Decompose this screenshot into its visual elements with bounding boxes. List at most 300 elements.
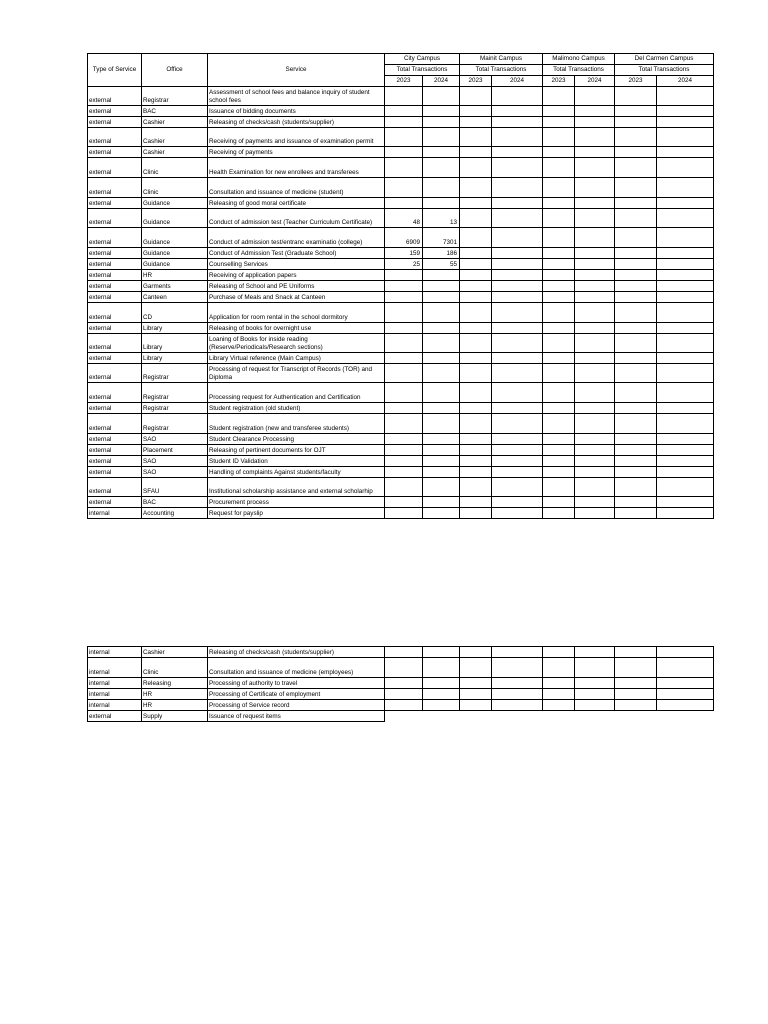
value-cell xyxy=(615,323,657,334)
header-type-of-service: Type of Service xyxy=(88,54,142,87)
value-cell xyxy=(657,445,714,456)
value-cell xyxy=(492,403,543,414)
service-cell: Assessment of school fees and balance inquiry of student school fees xyxy=(208,87,385,106)
table-row xyxy=(88,147,714,158)
value-cell xyxy=(460,87,492,106)
table-row xyxy=(88,467,714,478)
office-cell: Registrar xyxy=(142,414,208,434)
city-2023-cell xyxy=(385,383,423,403)
table-row xyxy=(88,403,714,414)
value-cell xyxy=(543,248,575,259)
city-2024-cell xyxy=(423,106,460,117)
value-cell xyxy=(657,292,714,303)
value-cell xyxy=(575,198,615,209)
office-cell: Registrar xyxy=(142,383,208,403)
city-2023-cell xyxy=(385,323,423,334)
value-cell xyxy=(615,128,657,147)
value-cell xyxy=(615,383,657,403)
value-cell xyxy=(657,678,714,689)
type-of-service-cell: external xyxy=(88,303,142,323)
value-cell xyxy=(460,678,492,689)
value-cell xyxy=(492,467,543,478)
value-cell xyxy=(385,689,423,700)
value-cell xyxy=(543,353,575,364)
value-cell xyxy=(657,128,714,147)
city-2024-cell xyxy=(423,87,460,106)
table-row xyxy=(88,383,714,403)
header-year: 2023 xyxy=(615,76,657,87)
service-cell: Purchase of Meals and Snack at Canteen xyxy=(208,292,385,303)
value-cell xyxy=(575,106,615,117)
service-cell: Receiving of application papers xyxy=(208,270,385,281)
value-cell xyxy=(543,445,575,456)
value-cell xyxy=(492,414,543,434)
value-cell xyxy=(615,478,657,497)
value-cell xyxy=(543,508,575,519)
service-cell: Loaning of Books for inside reading (Reserve/Periodicals/Research sections) xyxy=(208,334,385,353)
service-cell: Institutional scholarship assistance and external scholarhip xyxy=(208,478,385,497)
value-cell xyxy=(543,364,575,383)
value-cell xyxy=(575,209,615,228)
service-cell: Student Clearance Processing xyxy=(208,434,385,445)
city-2023-cell xyxy=(385,281,423,292)
service-cell: Student registration (old student) xyxy=(208,403,385,414)
table-row xyxy=(88,414,714,434)
service-cell: Conduct of Admission Test (Graduate School) xyxy=(208,248,385,259)
value-cell xyxy=(615,497,657,508)
value-cell xyxy=(657,198,714,209)
header-year: 2023 xyxy=(460,76,492,87)
value-cell xyxy=(460,700,492,711)
city-2023-cell: 48 xyxy=(385,209,423,228)
type-of-service-cell: internal xyxy=(88,678,142,689)
value-cell xyxy=(492,478,543,497)
office-cell: Cashier xyxy=(142,647,208,658)
value-cell xyxy=(575,497,615,508)
value-cell xyxy=(543,467,575,478)
value-cell xyxy=(657,106,714,117)
value-cell xyxy=(460,270,492,281)
city-2024-cell xyxy=(423,497,460,508)
value-cell xyxy=(460,281,492,292)
header-year: 2024 xyxy=(492,76,543,87)
value-cell xyxy=(385,658,423,678)
value-cell xyxy=(657,228,714,248)
value-cell xyxy=(575,158,615,178)
value-cell xyxy=(492,323,543,334)
header-campus-city: City Campus xyxy=(385,54,460,65)
value-cell xyxy=(460,248,492,259)
value-cell xyxy=(657,117,714,128)
city-2024-cell xyxy=(423,456,460,467)
value-cell xyxy=(657,158,714,178)
office-cell: Clinic xyxy=(142,658,208,678)
value-cell xyxy=(657,364,714,383)
value-cell xyxy=(460,434,492,445)
type-of-service-cell: external xyxy=(88,178,142,198)
header-year: 2024 xyxy=(657,76,714,87)
service-cell: Student ID Validation xyxy=(208,456,385,467)
city-2023-cell xyxy=(385,106,423,117)
office-cell: Garments xyxy=(142,281,208,292)
value-cell xyxy=(460,106,492,117)
office-cell: Library xyxy=(142,323,208,334)
city-2023-cell xyxy=(385,353,423,364)
service-cell: Receiving of payments xyxy=(208,147,385,158)
city-2024-cell: 55 xyxy=(423,259,460,270)
value-cell xyxy=(492,678,543,689)
service-cell: Conduct of admission test/entranc examinatio (college) xyxy=(208,228,385,248)
value-cell xyxy=(492,303,543,323)
table-row xyxy=(88,87,714,106)
value-cell xyxy=(575,456,615,467)
city-2023-cell: 25 xyxy=(385,259,423,270)
value-cell xyxy=(543,678,575,689)
city-2024-cell xyxy=(423,158,460,178)
city-2023-cell xyxy=(385,292,423,303)
city-2023-cell xyxy=(385,334,423,353)
city-2023-cell xyxy=(385,117,423,128)
header-year: 2023 xyxy=(385,76,423,87)
value-cell xyxy=(492,445,543,456)
type-of-service-cell: external xyxy=(88,445,142,456)
value-cell xyxy=(575,383,615,403)
value-cell xyxy=(460,467,492,478)
office-cell: HR xyxy=(142,270,208,281)
city-2024-cell xyxy=(423,364,460,383)
value-cell xyxy=(460,353,492,364)
office-cell: Registrar xyxy=(142,364,208,383)
value-cell xyxy=(615,658,657,678)
header-total-transactions: Total Transactions xyxy=(615,65,714,76)
value-cell xyxy=(460,414,492,434)
table-row xyxy=(88,106,714,117)
value-cell xyxy=(615,700,657,711)
value-cell xyxy=(575,147,615,158)
city-2023-cell xyxy=(385,87,423,106)
value-cell xyxy=(423,678,460,689)
value-cell xyxy=(615,248,657,259)
type-of-service-cell: external xyxy=(88,353,142,364)
value-cell xyxy=(543,303,575,323)
value-cell xyxy=(460,647,492,658)
value-cell xyxy=(492,292,543,303)
value-cell xyxy=(615,209,657,228)
office-cell: Registrar xyxy=(142,87,208,106)
city-2024-cell xyxy=(423,270,460,281)
city-2024-cell: 13 xyxy=(423,209,460,228)
value-cell xyxy=(615,445,657,456)
type-of-service-cell: internal xyxy=(88,647,142,658)
value-cell xyxy=(460,292,492,303)
value-cell xyxy=(575,292,615,303)
type-of-service-cell: external xyxy=(88,403,142,414)
type-of-service-cell: internal xyxy=(88,658,142,678)
value-cell xyxy=(543,209,575,228)
office-cell: Library xyxy=(142,353,208,364)
table-row xyxy=(88,270,714,281)
city-2023-cell xyxy=(385,508,423,519)
city-2024-cell xyxy=(423,383,460,403)
service-cell: Application for room rental in the school dormitory xyxy=(208,303,385,323)
office-cell: Guidance xyxy=(142,228,208,248)
city-2024-cell xyxy=(423,414,460,434)
value-cell xyxy=(615,456,657,467)
type-of-service-cell: external xyxy=(88,87,142,106)
value-cell xyxy=(615,228,657,248)
type-of-service-cell: external xyxy=(88,128,142,147)
value-cell xyxy=(615,198,657,209)
value-cell xyxy=(657,467,714,478)
value-cell xyxy=(543,658,575,678)
header-office: Office xyxy=(142,54,208,87)
value-cell xyxy=(492,259,543,270)
city-2023-cell xyxy=(385,445,423,456)
value-cell xyxy=(657,700,714,711)
header-year: 2024 xyxy=(575,76,615,87)
office-cell: SAO xyxy=(142,434,208,445)
value-cell xyxy=(543,689,575,700)
value-cell xyxy=(460,445,492,456)
value-cell xyxy=(575,508,615,519)
table-row xyxy=(88,478,714,497)
value-cell xyxy=(575,364,615,383)
header-campus-malimono: Malimono Campus xyxy=(543,54,615,65)
service-cell: Releasing of good moral certificate xyxy=(208,198,385,209)
value-cell xyxy=(575,228,615,248)
value-cell xyxy=(615,292,657,303)
value-cell xyxy=(460,158,492,178)
city-2023-cell xyxy=(385,456,423,467)
service-cell: Health Examination for new enrollees and transferees xyxy=(208,158,385,178)
value-cell xyxy=(492,334,543,353)
header-service: Service xyxy=(208,54,385,87)
type-of-service-cell: external xyxy=(88,456,142,467)
table-row xyxy=(88,434,714,445)
value-cell xyxy=(657,87,714,106)
type-of-service-cell: external xyxy=(88,711,142,722)
value-cell xyxy=(460,383,492,403)
value-cell xyxy=(543,292,575,303)
value-cell xyxy=(615,270,657,281)
value-cell xyxy=(615,147,657,158)
city-2024-cell: 7301 xyxy=(423,228,460,248)
office-cell: Registrar xyxy=(142,403,208,414)
value-cell xyxy=(657,270,714,281)
value-cell xyxy=(460,117,492,128)
service-cell: Releasing of checks/cash (students/supplier) xyxy=(208,647,385,658)
value-cell xyxy=(543,178,575,198)
value-cell xyxy=(492,228,543,248)
type-of-service-cell: external xyxy=(88,117,142,128)
value-cell xyxy=(657,689,714,700)
value-cell xyxy=(575,353,615,364)
service-cell: Procurement process xyxy=(208,497,385,508)
value-cell xyxy=(657,711,714,722)
table-row xyxy=(88,228,714,248)
value-cell xyxy=(615,281,657,292)
service-cell: Releasing of pertinent documents for OJT xyxy=(208,445,385,456)
value-cell xyxy=(492,647,543,658)
table-row xyxy=(88,353,714,364)
city-2024-cell xyxy=(423,508,460,519)
office-cell: Clinic xyxy=(142,158,208,178)
city-2024-cell xyxy=(423,178,460,198)
value-cell xyxy=(575,259,615,270)
office-cell: Canteen xyxy=(142,292,208,303)
value-cell xyxy=(657,334,714,353)
city-2024-cell xyxy=(423,403,460,414)
table-row xyxy=(88,497,714,508)
value-cell xyxy=(492,364,543,383)
value-cell xyxy=(575,281,615,292)
value-cell xyxy=(575,678,615,689)
value-cell xyxy=(385,678,423,689)
value-cell xyxy=(615,508,657,519)
value-cell xyxy=(575,700,615,711)
value-cell xyxy=(543,403,575,414)
value-cell xyxy=(460,228,492,248)
value-cell xyxy=(575,178,615,198)
value-cell xyxy=(492,689,543,700)
type-of-service-cell: external xyxy=(88,106,142,117)
value-cell xyxy=(492,658,543,678)
value-cell xyxy=(657,353,714,364)
header-campus-del-carmen: Del Carmen Campus xyxy=(615,54,714,65)
city-2024-cell xyxy=(423,117,460,128)
type-of-service-cell: external xyxy=(88,434,142,445)
table-row xyxy=(88,445,714,456)
value-cell xyxy=(657,383,714,403)
type-of-service-cell: external xyxy=(88,209,142,228)
value-cell xyxy=(615,689,657,700)
value-cell xyxy=(575,445,615,456)
type-of-service-cell: internal xyxy=(88,700,142,711)
value-cell xyxy=(492,248,543,259)
city-2024-cell xyxy=(423,198,460,209)
city-2024-cell xyxy=(423,292,460,303)
type-of-service-cell: external xyxy=(88,364,142,383)
value-cell xyxy=(657,259,714,270)
service-cell: Releasing of School and PE Uniforms xyxy=(208,281,385,292)
office-cell: SAO xyxy=(142,456,208,467)
value-cell xyxy=(543,158,575,178)
value-cell xyxy=(657,478,714,497)
type-of-service-cell: external xyxy=(88,323,142,334)
table-row xyxy=(88,658,714,678)
city-2023-cell: 6909 xyxy=(385,228,423,248)
city-2023-cell xyxy=(385,198,423,209)
city-2023-cell xyxy=(385,158,423,178)
value-cell xyxy=(543,270,575,281)
value-cell xyxy=(492,198,543,209)
table-row xyxy=(88,292,714,303)
value-cell xyxy=(460,334,492,353)
value-cell xyxy=(615,414,657,434)
value-cell xyxy=(615,117,657,128)
value-cell xyxy=(460,403,492,414)
table-row xyxy=(88,248,714,259)
header-total-transactions: Total Transactions xyxy=(385,65,460,76)
office-cell: Releasing xyxy=(142,678,208,689)
service-cell: Consultation and issuance of medicine (employees) xyxy=(208,658,385,678)
service-cell: Releasing of checks/cash (students/supplier) xyxy=(208,117,385,128)
service-cell: Counselling Services xyxy=(208,259,385,270)
office-cell: Guidance xyxy=(142,198,208,209)
value-cell xyxy=(543,383,575,403)
table-row xyxy=(88,711,714,722)
table-row xyxy=(88,178,714,198)
service-cell: Library Virtual reference (Main Campus) xyxy=(208,353,385,364)
city-2024-cell xyxy=(423,303,460,323)
office-cell: Accounting xyxy=(142,508,208,519)
value-cell xyxy=(575,334,615,353)
office-cell: Guidance xyxy=(142,248,208,259)
value-cell xyxy=(492,700,543,711)
service-cell: Processing of authority to travel xyxy=(208,678,385,689)
type-of-service-cell: external xyxy=(88,270,142,281)
value-cell xyxy=(423,711,460,722)
value-cell xyxy=(575,248,615,259)
value-cell xyxy=(460,689,492,700)
type-of-service-cell: external xyxy=(88,497,142,508)
value-cell xyxy=(657,658,714,678)
service-cell: Student registration (new and transferee students) xyxy=(208,414,385,434)
type-of-service-cell: external xyxy=(88,228,142,248)
service-transactions-table xyxy=(87,53,714,519)
value-cell xyxy=(492,281,543,292)
office-cell: SFAU xyxy=(142,478,208,497)
value-cell xyxy=(657,248,714,259)
city-2023-cell xyxy=(385,128,423,147)
table-row xyxy=(88,259,714,270)
value-cell xyxy=(575,303,615,323)
type-of-service-cell: external xyxy=(88,334,142,353)
service-cell: Handling of complaints Against students/faculty xyxy=(208,467,385,478)
city-2023-cell xyxy=(385,478,423,497)
value-cell xyxy=(615,334,657,353)
service-cell: Issuance of bidding documents xyxy=(208,106,385,117)
value-cell xyxy=(492,147,543,158)
header-campus-mainit: Mainit Campus xyxy=(460,54,543,65)
value-cell xyxy=(423,689,460,700)
value-cell xyxy=(543,334,575,353)
value-cell xyxy=(575,87,615,106)
value-cell xyxy=(657,434,714,445)
value-cell xyxy=(492,106,543,117)
city-2023-cell xyxy=(385,414,423,434)
service-cell: Processing of Certificate of employment xyxy=(208,689,385,700)
value-cell xyxy=(460,508,492,519)
value-cell xyxy=(575,117,615,128)
value-cell xyxy=(575,403,615,414)
value-cell xyxy=(615,434,657,445)
value-cell xyxy=(460,711,492,722)
city-2024-cell xyxy=(423,445,460,456)
table-row xyxy=(88,647,714,658)
value-cell xyxy=(615,467,657,478)
value-cell xyxy=(492,158,543,178)
value-cell xyxy=(543,456,575,467)
value-cell xyxy=(575,647,615,658)
type-of-service-cell: external xyxy=(88,478,142,497)
value-cell xyxy=(615,403,657,414)
service-cell: Processing of request for Transcript of Records (TOR) and Diploma xyxy=(208,364,385,383)
office-cell: Guidance xyxy=(142,259,208,270)
table-row xyxy=(88,128,714,147)
value-cell xyxy=(575,270,615,281)
office-cell: BAC xyxy=(142,497,208,508)
